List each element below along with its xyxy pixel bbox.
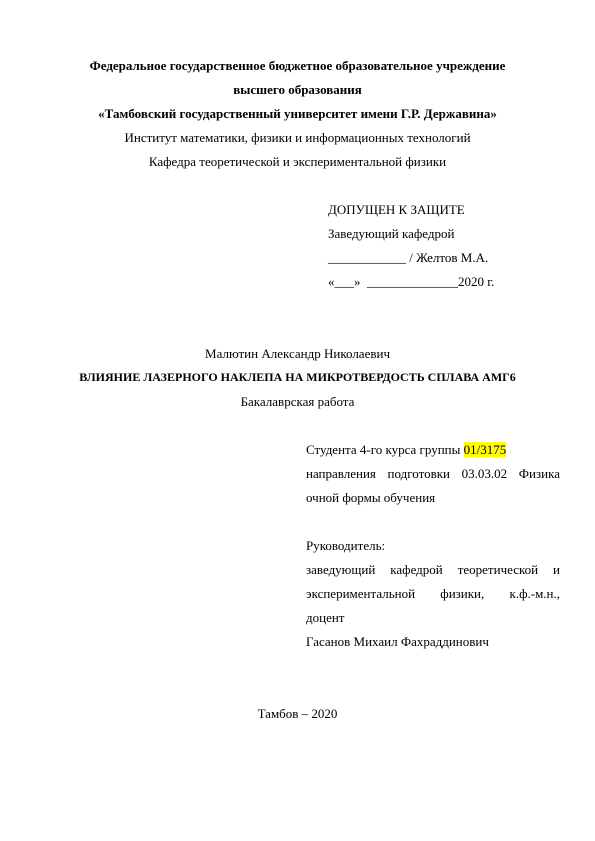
work-type: Бакалаврская работа [240, 394, 355, 409]
supervisor-label: Руководитель: [306, 538, 386, 553]
student-line-prefix: Студента 4-го курса группы [306, 442, 464, 457]
group-number: 01/3175 [463, 442, 507, 457]
header-line-2: высшего образования [233, 82, 362, 97]
approval-signature: ____________ / Желтов М.А. [328, 250, 489, 265]
work-title: ВЛИЯНИЕ ЛАЗЕРНОГО НАКЛЕПА НА МИКРОТВЕРДОСТЬ СПЛАВА АМГ6 [79, 370, 516, 384]
approval-title: ДОПУЩЕН К ЗАЩИТЕ [328, 202, 465, 217]
supervisor-position-1: заведующий кафедрой теоретической и [306, 562, 560, 577]
university-name: «Тамбовский государственный университет имени Г.Р. Державина» [98, 106, 497, 121]
institute-name: Институт математики, физики и информационных технологий [124, 130, 471, 145]
student-direction: направления подготовки 03.03.02 Физика [306, 466, 560, 481]
approval-role: Заведующий кафедрой [328, 226, 455, 241]
supervisor-position-3: доцент [306, 610, 345, 625]
student-group-line [306, 442, 506, 458]
supervisor-position-2: экспериментальной физики, к.ф.-м.н., [306, 586, 560, 601]
header-line-1: Федеральное государственное бюджетное образовательное учреждение [89, 58, 506, 73]
approval-date: «___» ______________2020 г. [328, 274, 495, 289]
student-study-form: очной формы обучения [306, 490, 436, 505]
city-year: Тамбов – 2020 [257, 706, 338, 721]
author-name: Малютин Александр Николаевич [205, 346, 390, 361]
supervisor-name: Гасанов Михаил Фахраддинович [306, 634, 489, 649]
department-name: Кафедра теоретической и экспериментальной физики [148, 154, 447, 169]
